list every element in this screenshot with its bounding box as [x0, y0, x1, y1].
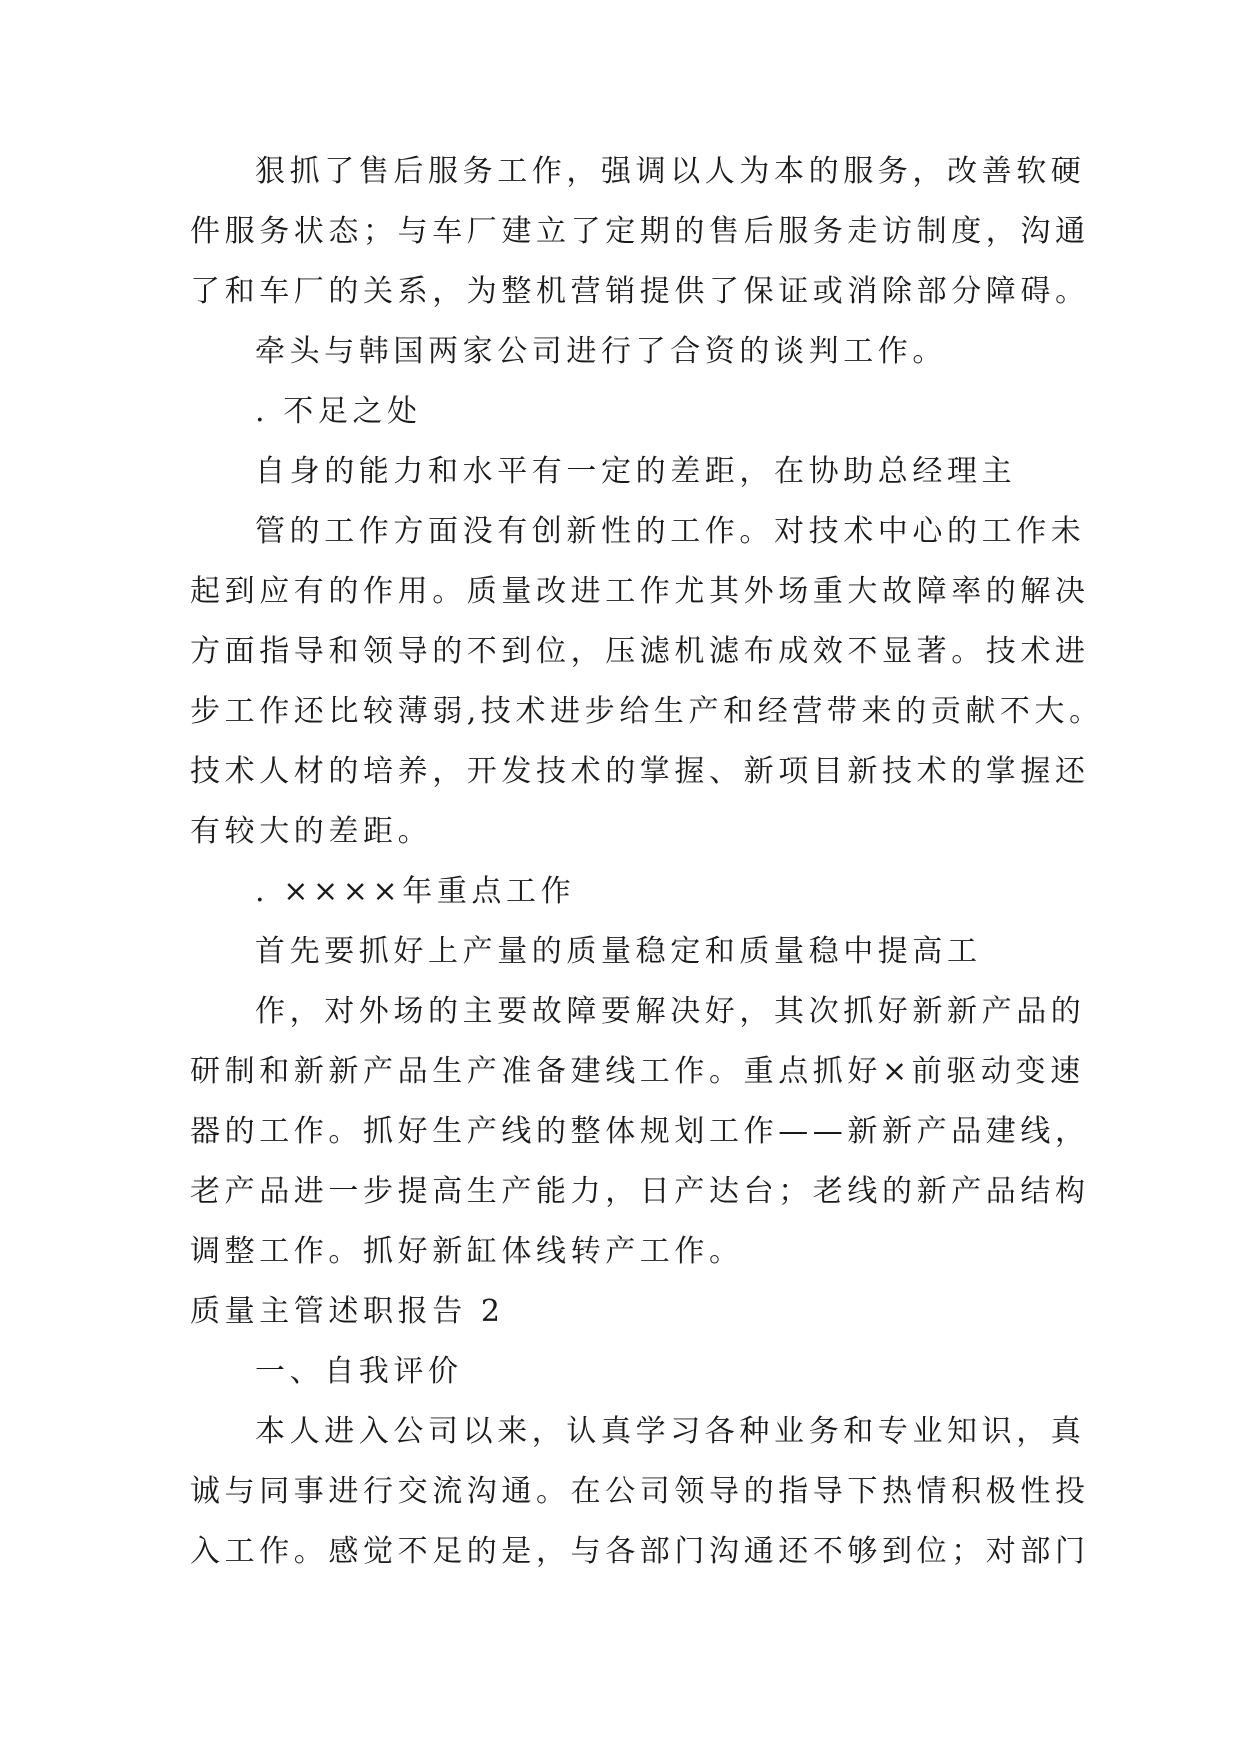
text-line: 起到应有的作用。质量改进工作尤其外场重大故障率的解决: [190, 574, 1090, 609]
text-line: 首先要抓好上产量的质量稳定和质量稳中提高工: [255, 934, 982, 969]
section-heading: . ××××年重点工作: [255, 874, 576, 909]
text-line: 器的工作。抓好生产线的整体规划工作——新新产品建线，: [190, 1114, 1090, 1149]
text-line: 入工作。感觉不足的是，与各部门沟通还不够到位；对部门: [190, 1534, 1090, 1569]
text-line: 技术人材的培养，开发技术的掌握、新项目新技术的掌握还: [190, 754, 1090, 789]
section-heading: . 不足之处: [255, 394, 422, 429]
text-line: 作，对外场的主要故障要解决好，其次抓好新新产品的: [255, 994, 1086, 1029]
text-line: 本人进入公司以来，认真学习各种业务和专业知识，真: [255, 1414, 1086, 1449]
text-line: 方面指导和领导的不到位，压滤机滤布成效不显著。技术进: [190, 634, 1090, 669]
text-line: 狠抓了售后服务工作，强调以人为本的服务，改善软硬: [255, 154, 1086, 189]
text-line: 研制和新新产品生产准备建线工作。重点抓好×前驱动变速: [190, 1054, 1085, 1089]
text-line: 有较大的差距。: [190, 814, 433, 849]
section-heading: 一、自我评价: [255, 1354, 463, 1389]
text-line: 老产品进一步提高生产能力，日产达台；老线的新产品结构: [190, 1174, 1090, 1209]
text-line: 诚与同事进行交流沟通。在公司领导的指导下热情积极性投: [190, 1474, 1090, 1509]
text-line: 管的工作方面没有创新性的工作。对技术中心的工作未: [255, 514, 1086, 549]
text-line: 件服务状态；与车厂建立了定期的售后服务走访制度，沟通: [190, 214, 1090, 249]
report-title: 质量主管述职报告 2: [190, 1294, 505, 1329]
text-line: 了和车厂的关系，为整机营销提供了保证或消除部分障碍。: [190, 274, 1090, 309]
text-line: 牵头与韩国两家公司进行了合资的谈判工作。: [255, 334, 947, 369]
text-line: 调整工作。抓好新缸体线转产工作。: [190, 1234, 744, 1269]
text-line: 步工作还比较薄弱,技术进步给生产和经营带来的贡献不大。: [190, 694, 1104, 729]
text-line: 自身的能力和水平有一定的差距，在协助总经理主: [255, 454, 1017, 489]
